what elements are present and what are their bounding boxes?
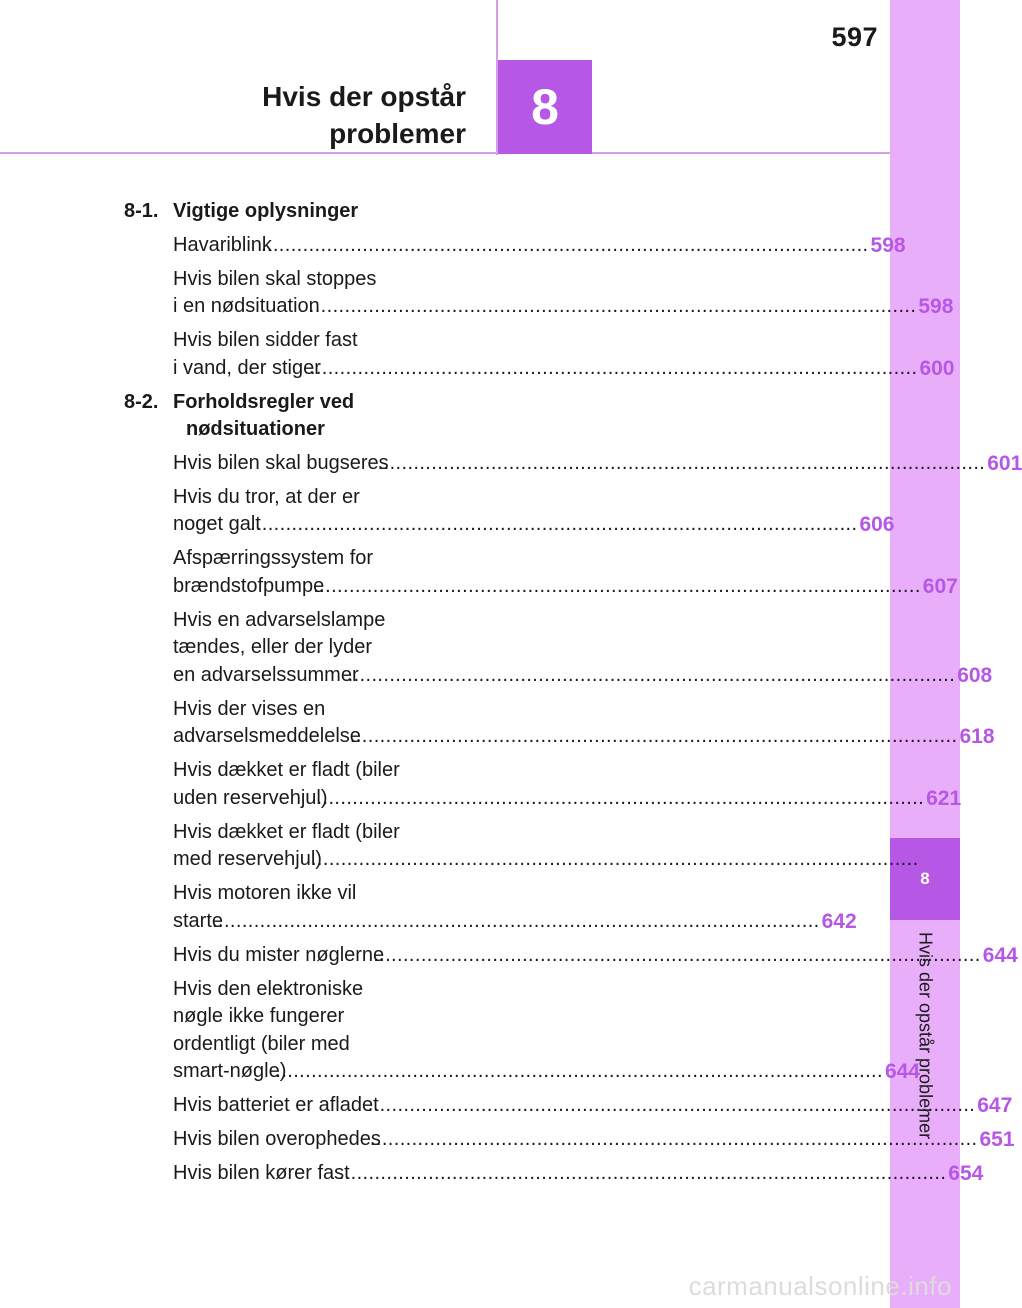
toc-entry-line: Hvis batteriet er afladet	[173, 1094, 379, 1116]
dot-leader	[391, 450, 986, 478]
toc-entry-last-line	[173, 785, 924, 813]
toc-entry-page-link[interactable]: 598	[870, 233, 906, 257]
toc-section-8-2	[124, 389, 462, 444]
toc-entry-last-line	[173, 723, 957, 751]
toc-entry-page-link[interactable]: 606	[859, 513, 895, 536]
toc-entry-line: Afspærringssystem for	[173, 547, 374, 569]
toc-entry-text	[173, 819, 919, 874]
toc-entry-line: en advarselssummer	[173, 663, 359, 686]
toc-entry-last-line	[173, 662, 955, 690]
dot-leader	[274, 232, 869, 260]
toc-entry-line: smart-nøgle)	[173, 1060, 287, 1082]
dot-leader	[381, 1092, 976, 1120]
toc-entry-line: Hvis bilen kører fast	[173, 1162, 350, 1184]
toc-entry-last-line	[173, 1092, 975, 1120]
toc-entry-line: med reservehjul)	[173, 848, 322, 870]
page-number: 597	[831, 22, 878, 52]
chapter-title	[262, 78, 466, 152]
header-divider-horizontal	[0, 152, 890, 154]
toc-entry-last-line	[173, 846, 919, 874]
toc-entry-text	[173, 1126, 977, 1154]
toc-entry-last-line	[173, 942, 981, 970]
toc-entry-page-link[interactable]: 644	[884, 1060, 920, 1083]
dot-leader	[330, 785, 925, 813]
toc-entry-text	[173, 942, 981, 970]
dot-leader	[322, 293, 917, 321]
toc-entry-text	[173, 976, 883, 1086]
watermark: carmanualsonline.info	[688, 1271, 952, 1301]
dot-leader	[225, 908, 820, 936]
toc-entry[interactable]	[173, 1126, 1015, 1154]
toc-entry[interactable]	[173, 484, 895, 539]
dot-leader	[352, 1160, 947, 1188]
toc-entry-line: tændes, eller der lyder	[173, 636, 372, 658]
toc-entry-page-link[interactable]: 608	[957, 663, 993, 687]
toc-entry-line: nøgle ikke fungerer	[173, 1005, 345, 1027]
chapter-number-box: 8	[498, 60, 592, 154]
toc-entry-page-link[interactable]: 601	[987, 451, 1022, 475]
toc-entry[interactable]	[173, 942, 1018, 970]
toc-entry[interactable]	[173, 880, 857, 935]
toc-entry-line: Hvis bilen sidder fast	[173, 329, 358, 351]
toc-entry-line: Hvis bilen overophedes	[173, 1128, 381, 1150]
toc-entry[interactable]	[173, 607, 993, 690]
toc-entry-text	[173, 607, 955, 690]
toc-entry-line: uden reservehjul)	[173, 786, 328, 809]
toc-entry-page-link[interactable]: 600	[919, 356, 955, 380]
section-8-1-entries	[124, 232, 955, 383]
toc-entry[interactable]	[173, 266, 954, 321]
toc-entry-page-link[interactable]: 618	[959, 725, 995, 748]
toc-entry[interactable]	[173, 1092, 1013, 1120]
toc-entry-last-line	[173, 232, 869, 260]
toc-entry-line: Hvis der vises en	[173, 697, 326, 720]
dot-leader	[361, 662, 956, 690]
toc-entry-line: Hvis bilen skal stoppes	[173, 267, 377, 290]
section-number: 8-2.	[124, 390, 159, 413]
toc-entry-page-link[interactable]: 651	[979, 1128, 1015, 1151]
toc-entry-last-line	[173, 355, 917, 383]
toc-entry[interactable]	[173, 757, 962, 812]
toc-entry-last-line	[173, 573, 921, 601]
section-title	[173, 389, 462, 444]
toc-entry-last-line	[173, 1160, 946, 1188]
toc-entry-line: Hvis bilen skal bugseres	[173, 451, 389, 474]
side-chapter-label-text: Hvis der opstår problemer	[915, 932, 936, 1140]
side-chapter-tab[interactable]: 8	[890, 838, 960, 920]
toc-entry-line: i vand, der stiger	[173, 356, 321, 379]
toc-entry-last-line	[173, 1058, 883, 1086]
toc-section-8-1	[124, 198, 462, 226]
toc-entry-text	[173, 1160, 946, 1188]
toc-entry-last-line	[173, 511, 857, 539]
dot-leader	[326, 573, 921, 601]
toc-entry-line: starte	[173, 909, 224, 932]
dot-leader	[263, 511, 858, 539]
toc-entry-text	[173, 757, 924, 812]
toc-entry-page-link[interactable]: 654	[948, 1162, 984, 1185]
toc-entry-text	[173, 327, 917, 382]
toc-entry[interactable]	[173, 976, 920, 1086]
toc-entry-line: i en nødsituation	[173, 295, 320, 317]
toc-entry[interactable]	[173, 696, 995, 751]
toc-entry-last-line	[173, 1126, 977, 1154]
dot-leader	[324, 846, 919, 874]
toc-entry-text	[173, 232, 869, 260]
chapter-title-line2: problemer	[329, 118, 466, 149]
toc-entry-line: noget galt	[173, 513, 261, 535]
chapter-title-line1: Hvis der opstår	[262, 81, 466, 112]
dot-leader	[323, 355, 918, 383]
toc-entry-last-line	[173, 293, 916, 321]
toc-entry-page-link[interactable]: 642	[821, 909, 857, 933]
toc-entry-line: advarselsmeddelelse	[173, 725, 361, 747]
dot-leader	[383, 1126, 978, 1154]
toc-entry[interactable]	[173, 327, 955, 382]
section-title-line2: nødsituationer	[186, 418, 325, 440]
toc-entry-page-link[interactable]: 632	[920, 848, 956, 871]
toc-entry-line: Hvis dækket er fladt (biler	[173, 759, 400, 781]
dot-leader	[288, 1058, 883, 1086]
toc-entry[interactable]	[173, 819, 956, 874]
toc-entry-line: Hvis motoren ikke vil	[173, 882, 357, 904]
toc-entry-line: Hvis en advarselslampe	[173, 608, 386, 631]
dot-leader	[386, 942, 981, 970]
section-title-line1: Forholdsregler ved	[173, 390, 355, 413]
toc-entry-page-link[interactable]: 644	[982, 943, 1018, 967]
toc-entry-text	[173, 450, 985, 478]
toc-entry-line: Hvis du tror, at der er	[173, 485, 360, 508]
toc-entry-text	[173, 545, 921, 600]
toc-entry-line: Havariblink	[173, 233, 272, 256]
toc-entry-text	[173, 266, 916, 321]
toc-entry-line: brændstofpumpe	[173, 574, 325, 597]
toc-entry[interactable]	[173, 450, 1022, 478]
toc-entry-line: ordentligt (biler med	[173, 1032, 350, 1055]
toc-entry-text	[173, 880, 820, 935]
toc-entry-text	[173, 696, 957, 751]
toc-entry-text	[173, 1092, 975, 1120]
toc-entry[interactable]	[173, 232, 906, 260]
toc-entry[interactable]	[173, 1160, 984, 1188]
toc-entry-page-link[interactable]: 621	[926, 786, 962, 810]
toc-entry-page-link[interactable]: 607	[922, 574, 958, 598]
toc-entry-page-link[interactable]: 598	[918, 295, 954, 318]
toc-entry-line: Hvis dækket er fladt (biler	[173, 820, 400, 843]
section-title: Vigtige oplysninger	[173, 200, 359, 222]
toc-entry[interactable]	[173, 545, 958, 600]
toc-entry-last-line	[173, 450, 985, 478]
section-number: 8-1.	[124, 200, 159, 222]
dot-leader	[363, 723, 958, 751]
toc-entry-line: Hvis du mister nøglerne	[173, 943, 385, 966]
toc-entry-last-line	[173, 908, 820, 936]
toc-entry-line: Hvis den elektroniske	[173, 977, 364, 1000]
toc-entry-page-link[interactable]: 647	[977, 1094, 1013, 1117]
toc-entry-text	[173, 484, 857, 539]
